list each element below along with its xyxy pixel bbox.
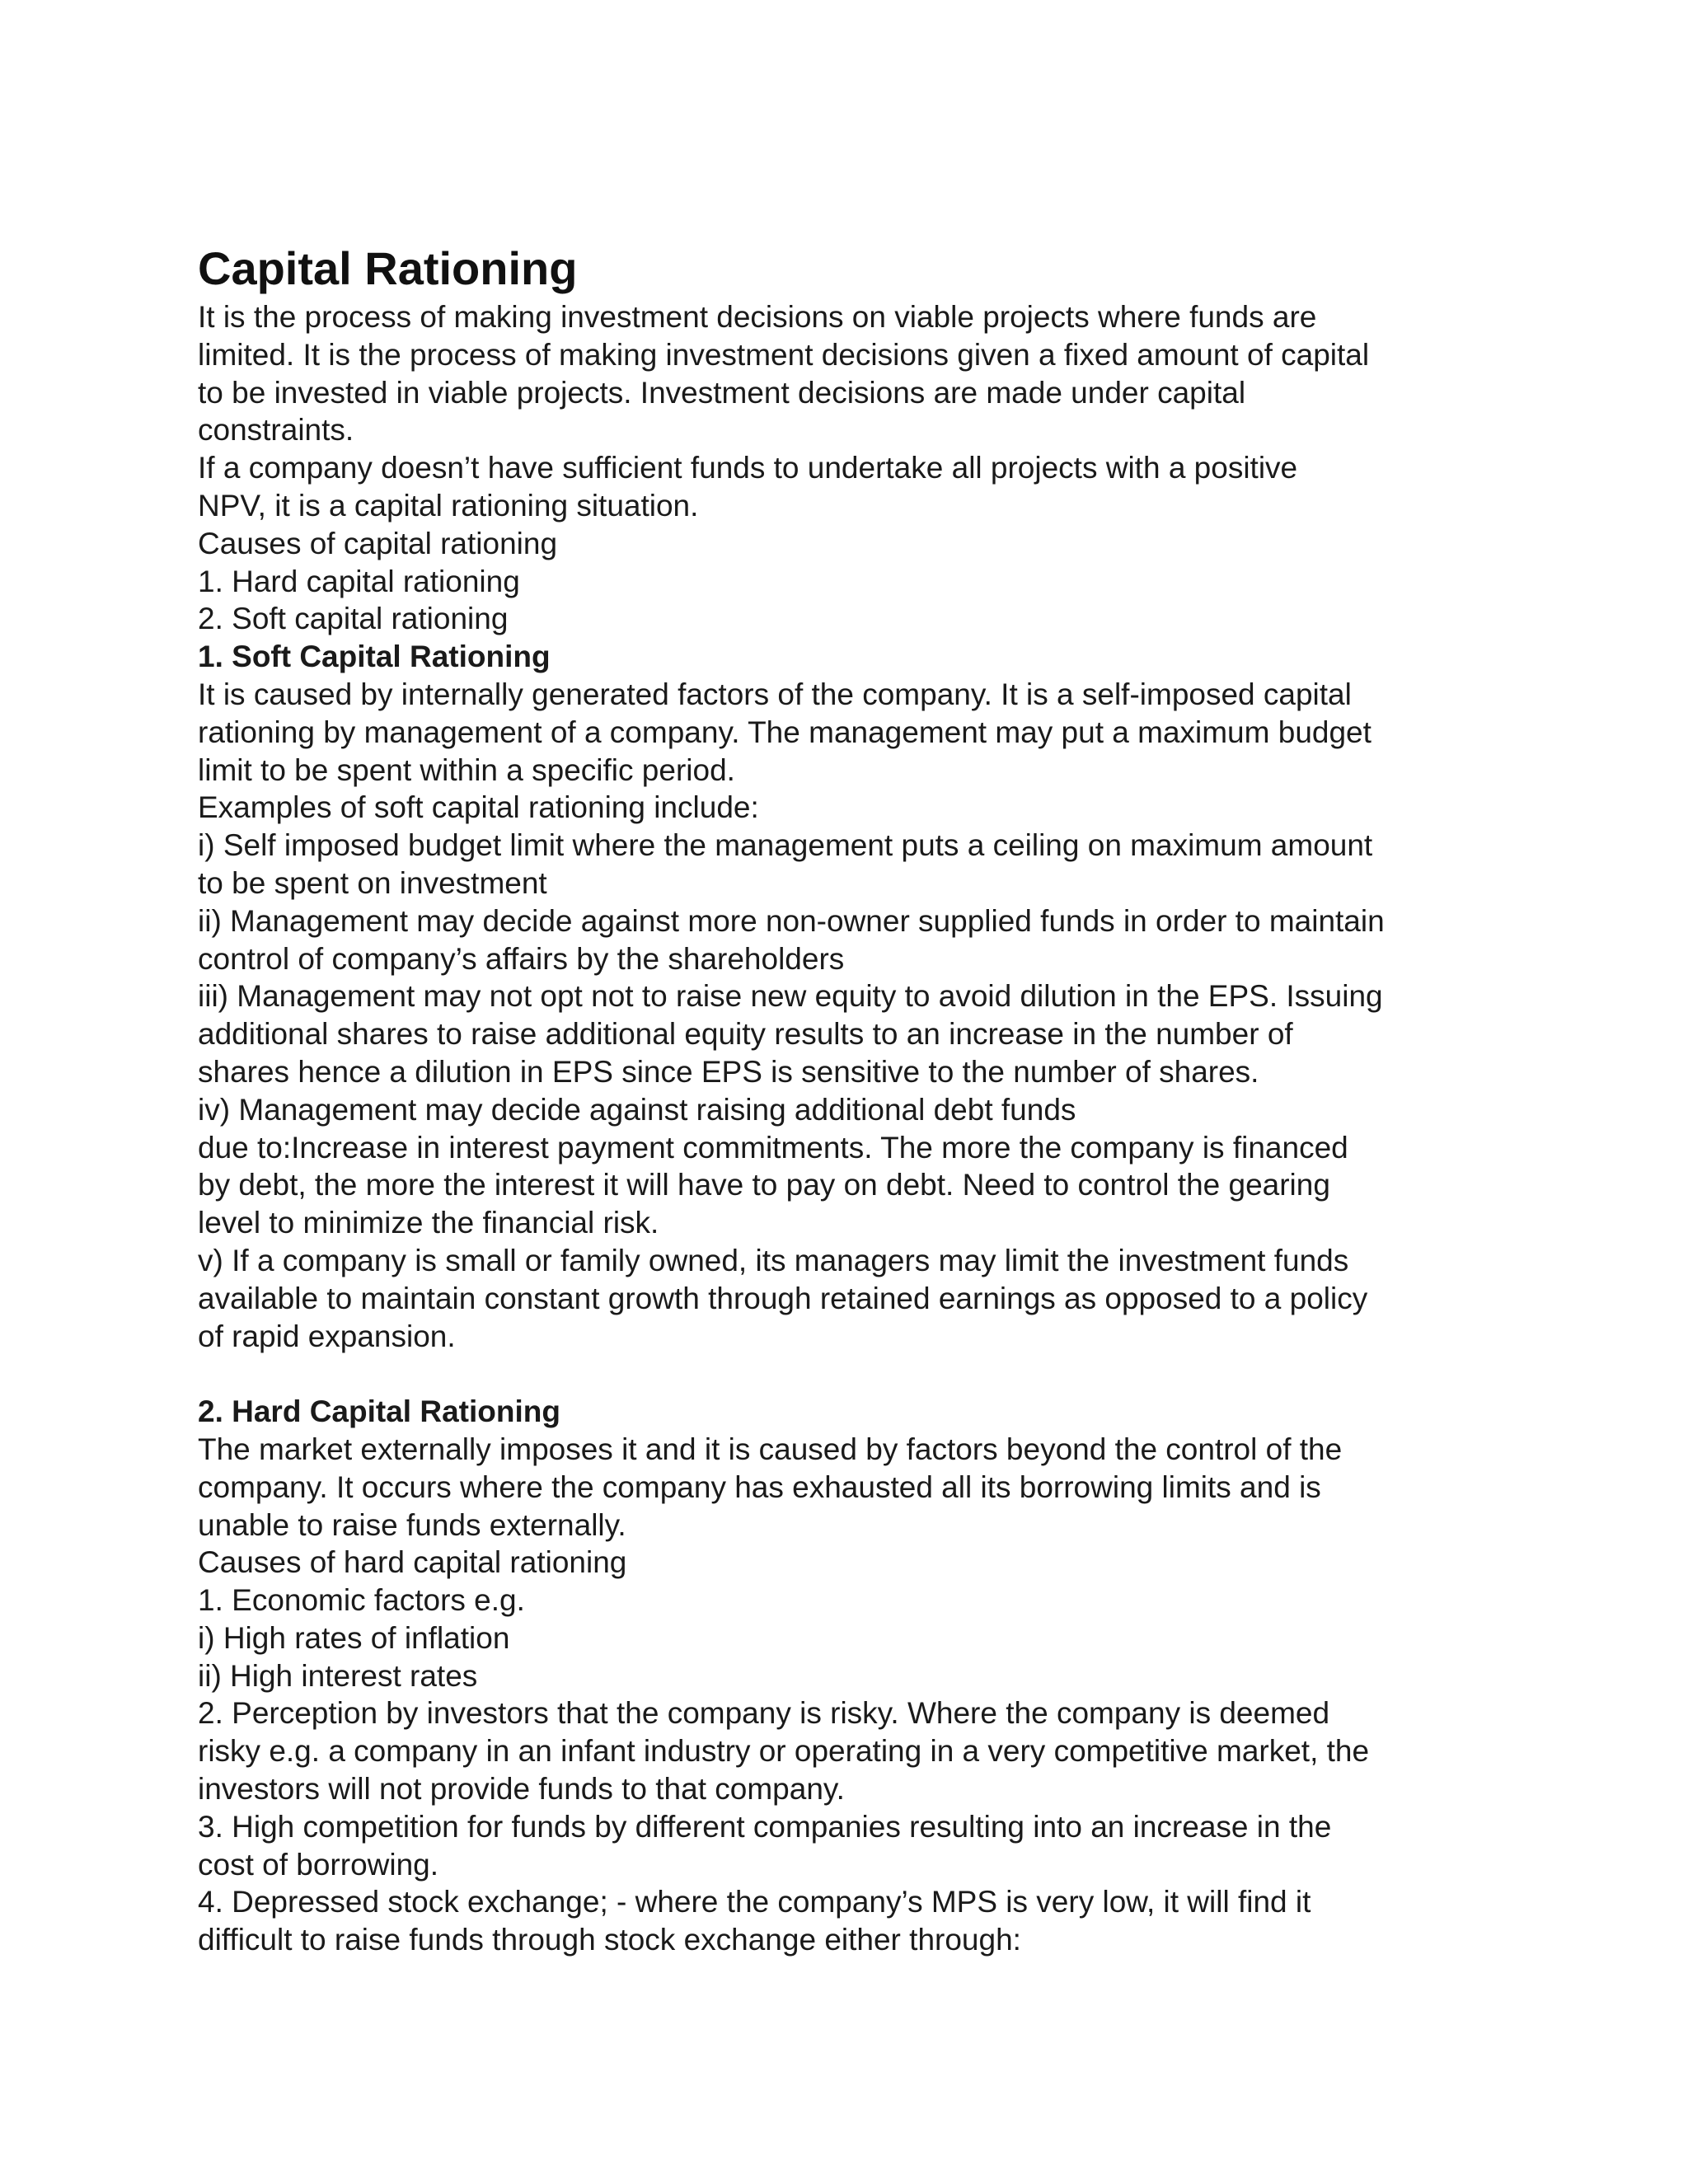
- soft-line: due to:Increase in interest payment commitments. The more the company is financed: [198, 1130, 1348, 1165]
- hard-line: investors will not provide funds to that company.: [198, 1772, 845, 1807]
- soft-line: ii) Management may decide against more non-owner supplied funds in order to maintain: [198, 903, 1385, 938]
- soft-line: v) If a company is small or family owned, its managers may limit the investment funds: [198, 1243, 1349, 1277]
- hard-line: 3. High competition for funds by different companies resulting into an increase in the: [198, 1809, 1332, 1844]
- intro-line: NPV, it is a capital rationing situation.: [198, 488, 699, 523]
- soft-line: It is caused by internally generated factors of the company. It is a self-imposed capital: [198, 677, 1352, 711]
- hard-section-heading: 2. Hard Capital Rationing: [198, 1394, 560, 1429]
- intro-line: to be invested in viable projects. Investment decisions are made under capital: [198, 375, 1246, 410]
- hard-line: ii) High interest rates: [198, 1658, 478, 1693]
- intro-line: Causes of capital rationing: [198, 526, 558, 560]
- soft-line: i) Self imposed budget limit where the management puts a ceiling on maximum amount: [198, 828, 1373, 863]
- soft-line: iv) Management may decide against raising additional debt funds: [198, 1092, 1076, 1127]
- soft-section: [198, 638, 1517, 1355]
- hard-line: The market externally imposes it and it is caused by factors beyond the control of the: [198, 1432, 1343, 1466]
- soft-line: available to maintain constant growth through retained earnings as opposed to a policy: [198, 1281, 1368, 1315]
- intro-line: If a company doesn’t have sufficient funds to undertake all projects with a positive: [198, 451, 1298, 485]
- soft-line: by debt, the more the interest it will have to pay on debt. Need to control the gearing: [198, 1168, 1330, 1202]
- soft-line: level to minimize the financial risk.: [198, 1206, 659, 1240]
- soft-line: of rapid expansion.: [198, 1319, 456, 1353]
- hard-line: difficult to raise funds through stock exchange either through:: [198, 1923, 1021, 1957]
- soft-line: limit to be spent within a specific period.: [198, 752, 735, 787]
- intro-section: [198, 298, 1517, 638]
- soft-line: iii) Management may not opt not to raise new equity to avoid dilution in the EPS. Issuing: [198, 979, 1383, 1014]
- soft-line: additional shares to raise additional equity results to an increase in the number of: [198, 1017, 1293, 1052]
- intro-line: 2. Soft capital rationing: [198, 602, 509, 636]
- hard-line: i) High rates of inflation: [198, 1620, 510, 1655]
- intro-line: limited. It is the process of making investment decisions given a fixed amount of capital: [198, 337, 1370, 372]
- soft-line: Examples of soft capital rationing include:: [198, 790, 759, 825]
- intro-line: 1. Hard capital rationing: [198, 564, 520, 598]
- soft-line: control of company’s affairs by the shareholders: [198, 941, 845, 976]
- hard-line: 4. Depressed stock exchange; - where the company’s MPS is very low, it will find it: [198, 1885, 1311, 1919]
- hard-line: 1. Economic factors e.g.: [198, 1583, 525, 1618]
- hard-line: unable to raise funds externally.: [198, 1507, 626, 1542]
- hard-line: 2. Perception by investors that the company is risky. Where the company is deemed: [198, 1696, 1330, 1731]
- hard-line: company. It occurs where the company has exhausted all its borrowing limits and is: [198, 1469, 1321, 1504]
- soft-line: rationing by management of a company. The management may put a maximum budget: [198, 715, 1372, 749]
- intro-line: constraints.: [198, 413, 354, 448]
- hard-line: risky e.g. a company in an infant industry or operating in a very competitive market, the: [198, 1734, 1370, 1769]
- soft-section-heading: 1. Soft Capital Rationing: [198, 640, 551, 674]
- soft-line: to be spent on investment: [198, 865, 547, 900]
- hard-section: [198, 1393, 1517, 1959]
- hard-line: Causes of hard capital rationing: [198, 1545, 627, 1580]
- hard-line: cost of borrowing.: [198, 1847, 439, 1882]
- soft-line: shares hence a dilution in EPS since EPS is sensitive to the number of shares.: [198, 1054, 1259, 1089]
- section-spacer: [198, 1355, 1517, 1393]
- intro-line: It is the process of making investment decisions on viable projects where funds are: [198, 300, 1317, 334]
- document-page: [198, 239, 1517, 1959]
- page-title: Capital Rationing: [198, 242, 578, 294]
